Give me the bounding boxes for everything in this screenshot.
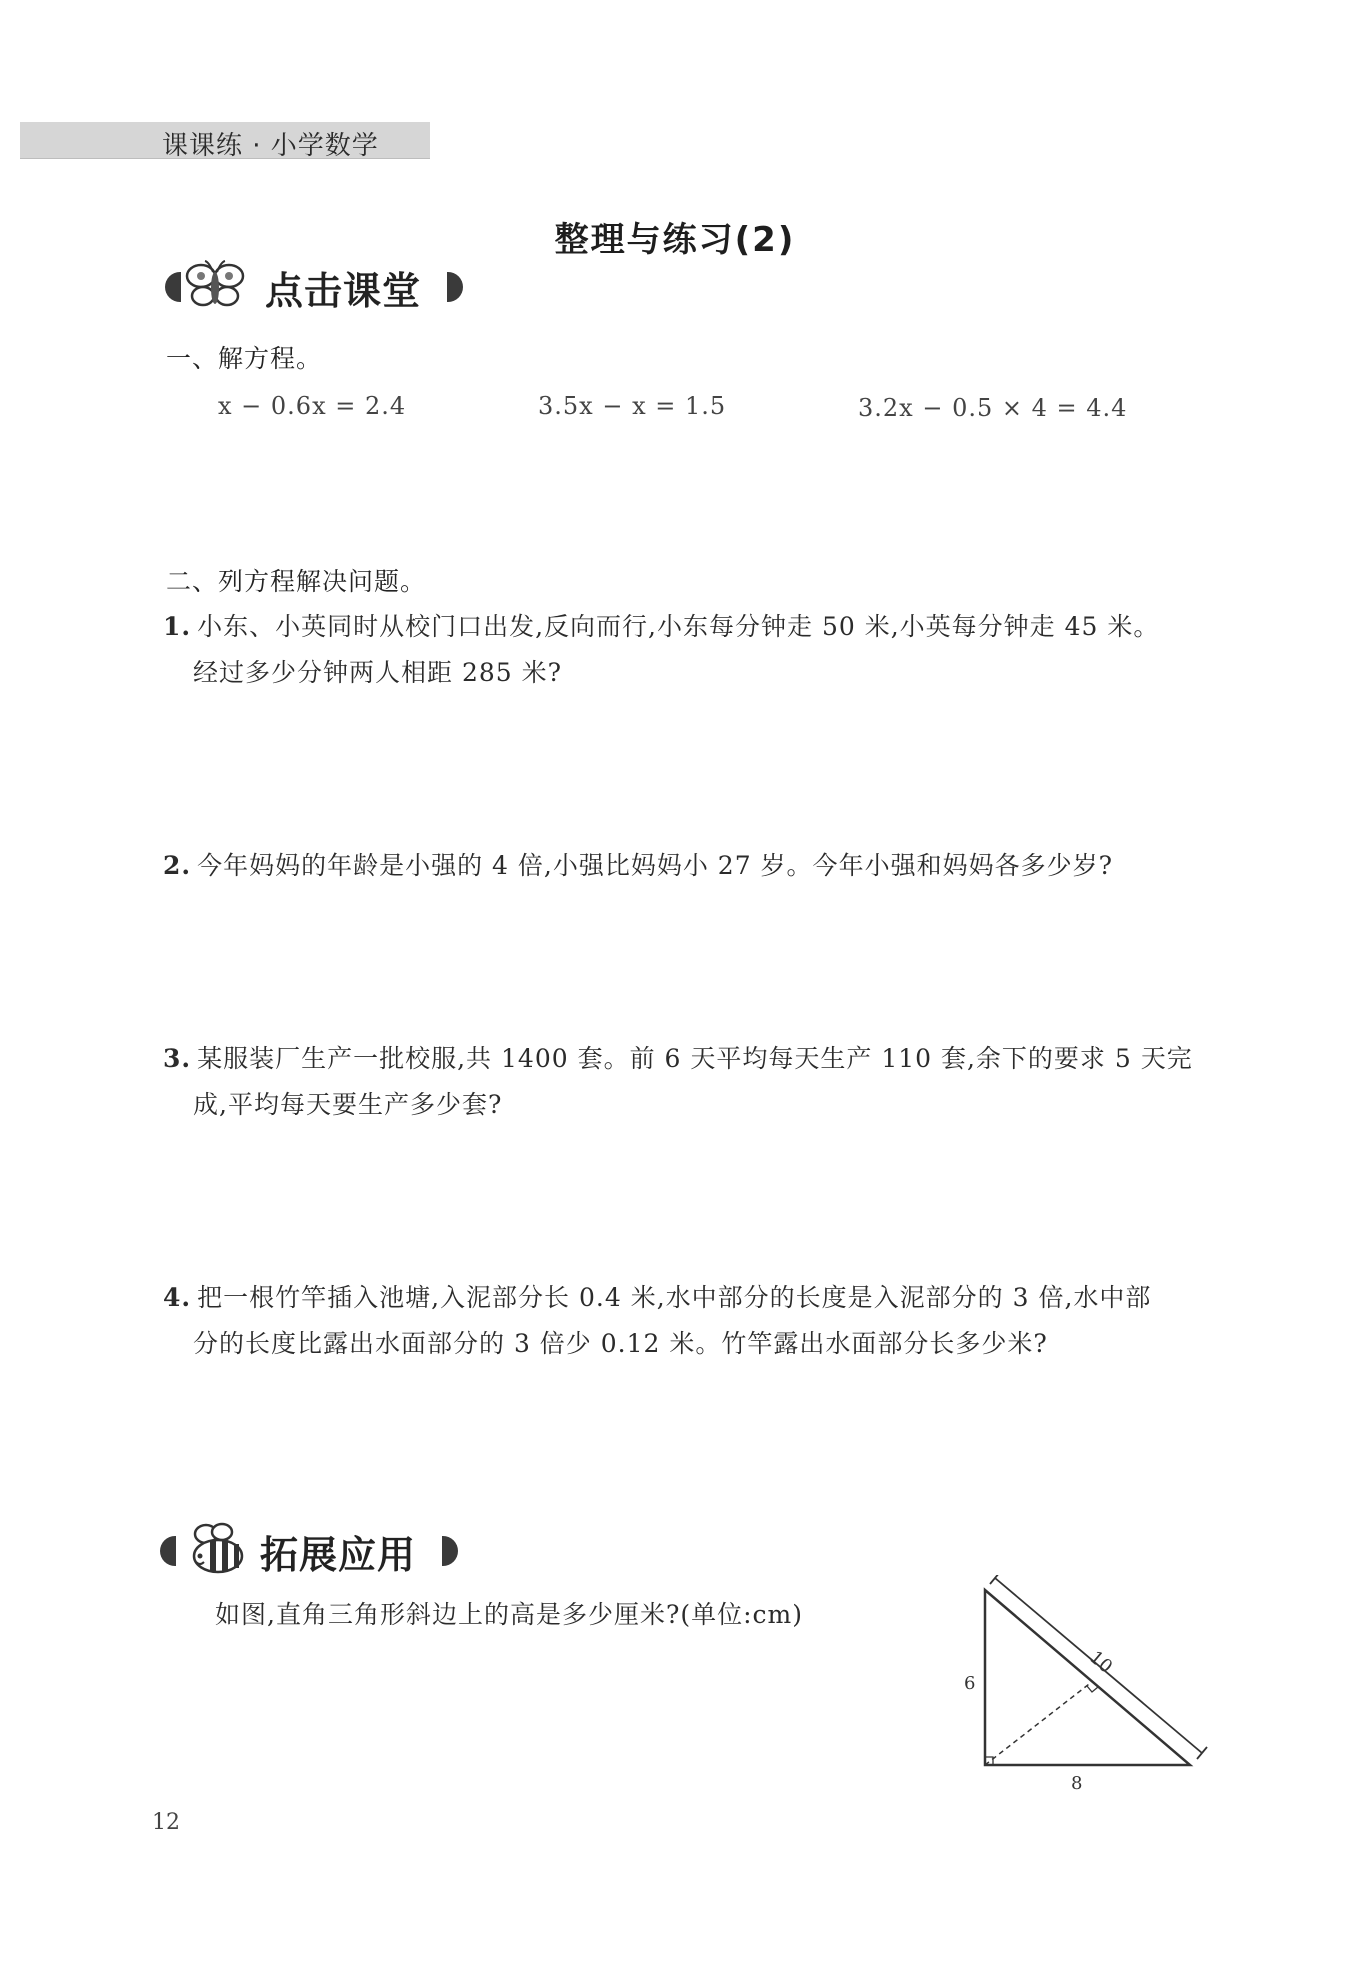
extension-question: 如图,直角三角形斜边上的高是多少厘米?(单位:cm) [215,1600,803,1629]
section-banner-classroom [165,258,465,314]
part1-heading: 一、解方程。 [166,344,323,373]
running-header [20,122,430,159]
equation-3: 3.2x − 0.5 × 4 = 4.4 [858,394,1128,422]
page-number: 12 [152,1810,180,1835]
banner-right-cap [442,1536,458,1566]
label-leg-horizontal: 8 [1071,1773,1083,1794]
problem-1 [163,604,1233,696]
page-title: 整理与练习(2) [554,220,796,260]
problem-text-continued: 经过多少分钟两人相距 285 米? [193,658,563,687]
problem-number: 2. [163,851,192,880]
butterfly-icon [179,258,251,314]
problem-line [163,604,1233,650]
triangle-outline [985,1590,1190,1765]
section-classroom-label: 点击课堂 [265,269,422,313]
right-angle-mark-altitude [1087,1686,1098,1692]
problem-number: 3. [163,1044,192,1073]
problem-text: 小东、小英同时从校门口出发,反向而行,小东每分钟走 50 米,小英每分钟走 45 米。 [197,612,1160,641]
problem-text: 今年妈妈的年龄是小强的 4 倍,小强比妈妈小 27 岁。今年小强和妈妈各多少岁? [197,851,1113,880]
problem-line [163,1275,1233,1321]
section-extension-label: 拓展应用 [260,1533,417,1577]
problem-4 [163,1275,1233,1367]
label-hypotenuse: 10 [1085,1646,1117,1678]
problem-number: 4. [163,1283,192,1312]
label-leg-vertical: 6 [964,1673,976,1694]
problem-3 [163,1036,1233,1128]
section-banner-extension [160,1522,460,1578]
problem-2 [163,843,1233,889]
banner-left-cap [160,1536,176,1566]
problem-text: 把一根竹竿插入池塘,入泥部分长 0.4 米,水中部分的长度是入泥部分的 3 倍,水中部 [197,1283,1152,1312]
problem-text: 某服装厂生产一批校服,共 1400 套。前 6 天平均每天生产 110 套,余下的要求 5 天完 [197,1044,1193,1073]
problem-text-continued: 分的长度比露出水面部分的 3 倍少 0.12 米。竹竿露出水面部分长多少米? [193,1329,1048,1358]
dimension-tick [990,1575,1000,1584]
dimension-tick [1197,1747,1207,1759]
bee-icon [176,1522,256,1578]
problem-line [163,1036,1233,1082]
banner-right-cap [447,272,463,302]
right-triangle-figure [950,1575,1210,1795]
altitude-dashed-line [985,1681,1093,1765]
running-header-title: 课课练 · 小学数学 [162,131,379,161]
part2-heading: 二、列方程解决问题。 [166,567,427,596]
problem-line [163,843,1233,889]
equation-1: x − 0.6x = 2.4 [218,392,407,420]
problem-number: 1. [163,612,192,641]
problem-text-continued: 成,平均每天要生产多少套? [193,1090,503,1119]
equation-2: 3.5x − x = 1.5 [538,392,727,420]
